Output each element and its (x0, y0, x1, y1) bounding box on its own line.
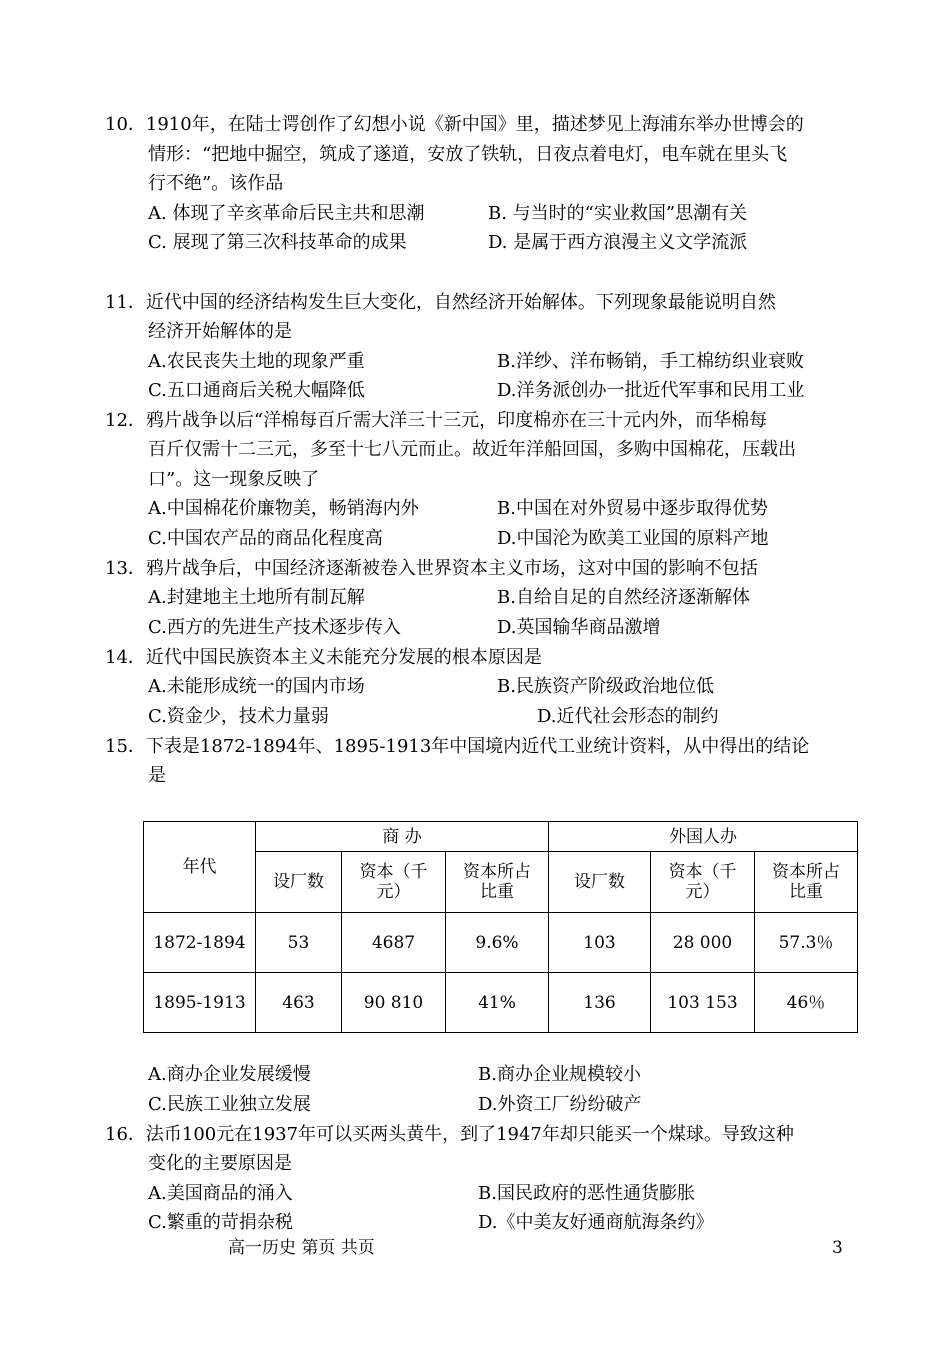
q16-stem-line2: 变化的主要原因是 (148, 1153, 292, 1174)
q15-stem-line1: 15．下表是1872-1894年、1895-1913年中国境内近代工业统计资料，从中得出的结论 (105, 736, 810, 757)
q13-option-c: C.西方的先进生产技术逐步传入 (148, 617, 401, 638)
q14-option-d: D.近代社会形态的制约 (537, 706, 719, 727)
cell-year: 1895-1913 (144, 973, 256, 1033)
q13-option-b: B.自给自足的自然经济逐渐解体 (497, 587, 750, 608)
q12-stem-line2: 百斤仅需十二三元，多至十七八元而止。故近年洋船回国，多购中国棉花，压载出 (148, 439, 796, 460)
header-f-capital: 资本（千 元） (651, 852, 755, 913)
industry-statistics-table (143, 821, 858, 1033)
q10-option-a: A. 体现了辛亥革命后民主共和思潮 (148, 203, 425, 224)
cell-f-capital: 103 153 (651, 973, 755, 1033)
table-row (144, 913, 858, 973)
q12-option-a: A.中国棉花价廉物美，畅销海内外 (148, 498, 419, 519)
q10-option-b: B. 与当时的“实业救国”思潮有关 (488, 203, 748, 224)
q12-option-c: C.中国农产品的商品化程度高 (148, 528, 383, 549)
q16-option-a: A.美国商品的涌入 (148, 1183, 293, 1204)
cell-c-share: 9.6% (446, 913, 549, 973)
header-c-capital: 资本（千 元） (342, 852, 446, 913)
cell-c-factories: 463 (256, 973, 342, 1033)
page-footer: 高一历史 第页 共页 (228, 1238, 375, 1258)
q10-option-d: D. 是属于西方浪漫主义文学流派 (488, 232, 748, 253)
q12-stem-line3: 口”。这一现象反映了 (148, 469, 320, 490)
q11-stem-line1: 11．近代中国的经济结构发生巨大变化，自然经济开始解体。下列现象最能说明自然 (105, 292, 776, 313)
q13-stem-line1: 13．鸦片战争后，中国经济逐渐被卷入世界资本主义市场，这对中国的影响不包括 (105, 558, 758, 579)
cell-f-share: 46％ (755, 973, 858, 1033)
q13-option-a: A.封建地主土地所有制瓦解 (148, 587, 365, 608)
table-header-row (144, 822, 858, 852)
cell-c-capital: 4687 (342, 913, 446, 973)
header-f-share: 资本所占 比重 (755, 852, 858, 913)
table-row (144, 973, 858, 1033)
q10-option-c: C. 展现了第三次科技革命的成果 (148, 232, 407, 253)
q16-option-d: D.《中美友好通商航海条约》 (478, 1212, 714, 1233)
header-f-factories: 设厂数 (549, 852, 651, 913)
q15-option-c: C.民族工业独立发展 (148, 1094, 311, 1115)
header-c-share: 资本所占 比重 (446, 852, 549, 913)
q13-option-d: D.英国输华商品激增 (497, 617, 661, 638)
cell-year: 1872-1894 (144, 913, 256, 973)
q16-option-c: C.繁重的苛捐杂税 (148, 1212, 293, 1233)
cell-f-factories: 103 (549, 913, 651, 973)
q12-stem-line1: 12．鸦片战争以后“洋棉每百斤需大洋三十三元，印度棉亦在三十元内外，而华棉每 (105, 410, 768, 431)
q11-option-c: C.五口通商后关税大幅降低 (148, 380, 365, 401)
q11-stem-line2: 经济开始解体的是 (148, 321, 292, 342)
q15-option-a: A.商办企业发展缓慢 (148, 1064, 311, 1085)
q12-option-b: B.中国在对外贸易中逐步取得优势 (497, 498, 768, 519)
q14-option-c: C.资金少，技术力量弱 (148, 706, 329, 727)
cell-f-factories: 136 (549, 973, 651, 1033)
header-merchant-run: 商 办 (256, 822, 549, 852)
q12-option-d: D.中国沦为欧美工业国的原料产地 (497, 528, 769, 549)
header-foreign-run: 外国人办 (549, 822, 858, 852)
cell-c-capital: 90 810 (342, 973, 446, 1033)
q15-option-b: B.商办企业规模较小 (478, 1064, 641, 1085)
cell-f-capital: 28 000 (651, 913, 755, 973)
q10-stem-line3: 行不绝”。该作品 (148, 173, 284, 194)
page-number: 3 (832, 1238, 843, 1258)
cell-f-share: 57.3％ (755, 913, 858, 973)
q16-option-b: B.国民政府的恶性通货膨胀 (478, 1183, 695, 1204)
q10-stem-line1: 10．1910年，在陆士谔创作了幻想小说《新中国》里，描述梦见上海浦东举办世博会的 (105, 114, 804, 135)
q11-option-a: A.农民丧失土地的现象严重 (148, 351, 365, 372)
header-year: 年代 (144, 822, 256, 913)
q14-option-a: A.未能形成统一的国内市场 (148, 676, 365, 697)
q15-option-d: D.外资工厂纷纷破产 (478, 1094, 642, 1115)
q14-option-b: B.民族资产阶级政治地位低 (497, 676, 714, 697)
cell-c-share: 41% (446, 973, 549, 1033)
cell-c-factories: 53 (256, 913, 342, 973)
q10-stem-line2: 情形：“把地中掘空，筑成了遂道，安放了铁轨，日夜点着电灯，电车就在里头飞 (148, 144, 788, 165)
header-c-factories: 设厂数 (256, 852, 342, 913)
q16-stem-line1: 16．法币100元在1937年可以买两头黄牛，到了1947年却只能买一个煤球。导致这种 (105, 1124, 794, 1145)
q11-option-d: D.洋务派创办一批近代军事和民用工业 (497, 380, 805, 401)
q11-option-b: B.洋纱、洋布畅销，手工棉纺织业衰败 (497, 351, 804, 372)
q14-stem-line1: 14．近代中国民族资本主义未能充分发展的根本原因是 (105, 647, 542, 668)
q15-stem-line2: 是 (148, 765, 166, 786)
